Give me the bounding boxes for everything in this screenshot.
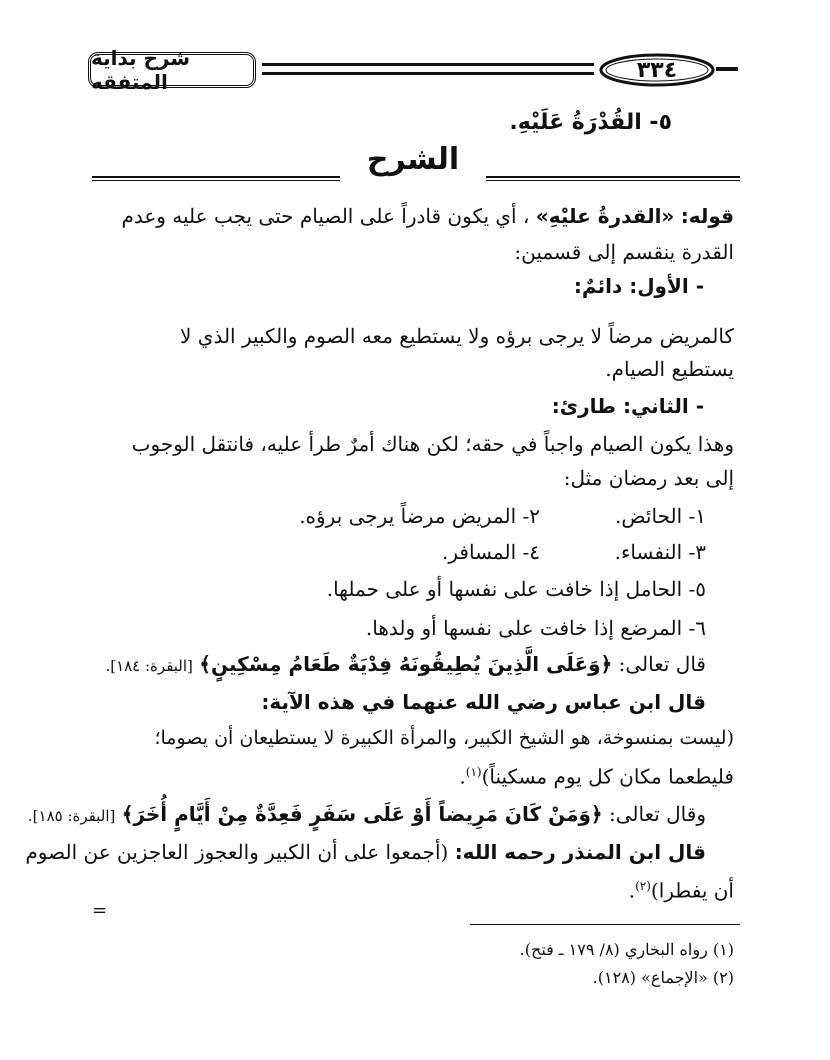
section-rule-left-bottom <box>92 180 340 181</box>
verse-2-line <box>28 800 706 830</box>
section-rule-right-top <box>486 176 740 178</box>
second-type-heading: - الثاني: طارئ: <box>551 394 704 418</box>
section-rule-left-top <box>92 176 340 178</box>
verse-2-ref: [البقرة: ١٨٥]. <box>27 807 116 825</box>
quote-label: قوله: <box>680 204 734 228</box>
footnote-1: (١) رواه البخاري (٨/ ١٧٩ ـ فتح). <box>519 940 734 959</box>
first-type-line-2: يستطيع الصيام. <box>605 357 734 381</box>
ibn-mundhir-label: قال ابن المنذر رحمه الله: <box>454 840 706 864</box>
footnote-ref-1: (١) <box>465 765 482 779</box>
header-rule-right <box>716 67 738 71</box>
ibn-abbas-line-2-text: فليطعما مكان كل يوم مسكيناً) <box>481 764 734 789</box>
list-item-6: ٦- المرضع إذا خافت على نفسها أو ولدها. <box>365 616 706 640</box>
quote-text: «القدرةُ عليْهِ» <box>535 204 675 228</box>
continuation-mark: = <box>92 900 108 921</box>
verse-1-line <box>105 650 706 680</box>
paragraph-1-text: ، أي يكون قادراً على الصيام حتى يجب عليه وعدم <box>121 204 530 228</box>
paragraph-1-line-1 <box>121 202 734 230</box>
header-rule-top <box>262 63 594 66</box>
ibn-mundhir-line-2: أن يفطرا)$^{(٢)}$. <box>628 878 734 903</box>
ibn-mundhir-text: (أجمعوا على أن الكبير والعجوز العاجزين عن الصوم <box>25 840 449 864</box>
section-rule-right-bottom <box>486 180 740 181</box>
list-item-2: ٢- المريض مرضاً يرجى برؤه. <box>299 504 540 528</box>
verse-2-text: ﴿وَمَنْ كَانَ مَرِيضاً أَوْ عَلَى سَفَرٍ فَعِدَّةٌ مِنْ أَيَّامٍ أُخَرَ﴾ <box>121 802 603 826</box>
ibn-abbas-heading: قال ابن عباس رضي الله عنهما في هذه الآية: <box>261 690 706 714</box>
verse-2-intro: وقال تعالى: <box>608 802 706 826</box>
footnote-2: (٢) «الإجماع» (١٢٨). <box>592 968 734 987</box>
ibn-abbas-line-1: (ليست بمنسوخة، هو الشيخ الكبير، والمرأة الكبيرة لا يستطيعان أن يصوما؛ <box>154 727 734 749</box>
list-item-1: ١- الحائض. <box>615 504 706 528</box>
first-type-heading: - الأول: دائمٌ: <box>573 274 704 298</box>
second-type-line-2: إلى بعد رمضان مثل: <box>563 466 734 490</box>
ibn-mundhir-line-1 <box>25 838 706 866</box>
header-rule-bottom <box>262 72 594 75</box>
first-type-line-1: كالمريض مرضاً لا يرجى برؤه ولا يستطيع معه الصوم والكبير الذي لا <box>180 324 734 348</box>
verse-1-ref: [البقرة: ١٨٤]. <box>105 657 193 675</box>
page-number: ٣٣٤ <box>636 57 678 83</box>
verse-1-intro: قال تعالى: <box>618 652 706 676</box>
paragraph-1-line-2: القدرة ينقسم إلى قسمين: <box>514 240 734 264</box>
second-type-line-1: وهذا يكون الصيام واجباً في حقه؛ لكن هناك أمرٌ طرأ عليه، فانتقل الوجوب <box>131 432 734 456</box>
ibn-mundhir-line-2-text: أن يفطرا) <box>650 878 734 903</box>
book-title-text: شرح بداية المتفقه <box>91 46 191 94</box>
footnote-ref-2: (٢) <box>635 879 651 893</box>
page-number-badge <box>598 53 716 87</box>
ibn-abbas-line-2: فليطعما مكان كل يوم مسكيناً)$^{(١)}$. <box>459 764 734 789</box>
book-title <box>88 46 256 94</box>
footnote-separator <box>470 924 740 925</box>
list-item-3: ٣- النفساء. <box>614 540 706 564</box>
condition-line: ٥- القُدْرَةُ عَلَيْهِ. <box>509 110 672 135</box>
verse-1-text: ﴿وَعَلَى الَّذِينَ يُطِيقُونَهُ فِدْيَةٌ طَعَامُ مِسْكِينٍ﴾ <box>199 652 613 676</box>
list-item-5: ٥- الحامل إذا خافت على نفسها أو على حملها. <box>326 577 706 601</box>
section-title: الشرح <box>366 142 460 177</box>
list-item-4: ٤- المسافر. <box>442 540 540 564</box>
